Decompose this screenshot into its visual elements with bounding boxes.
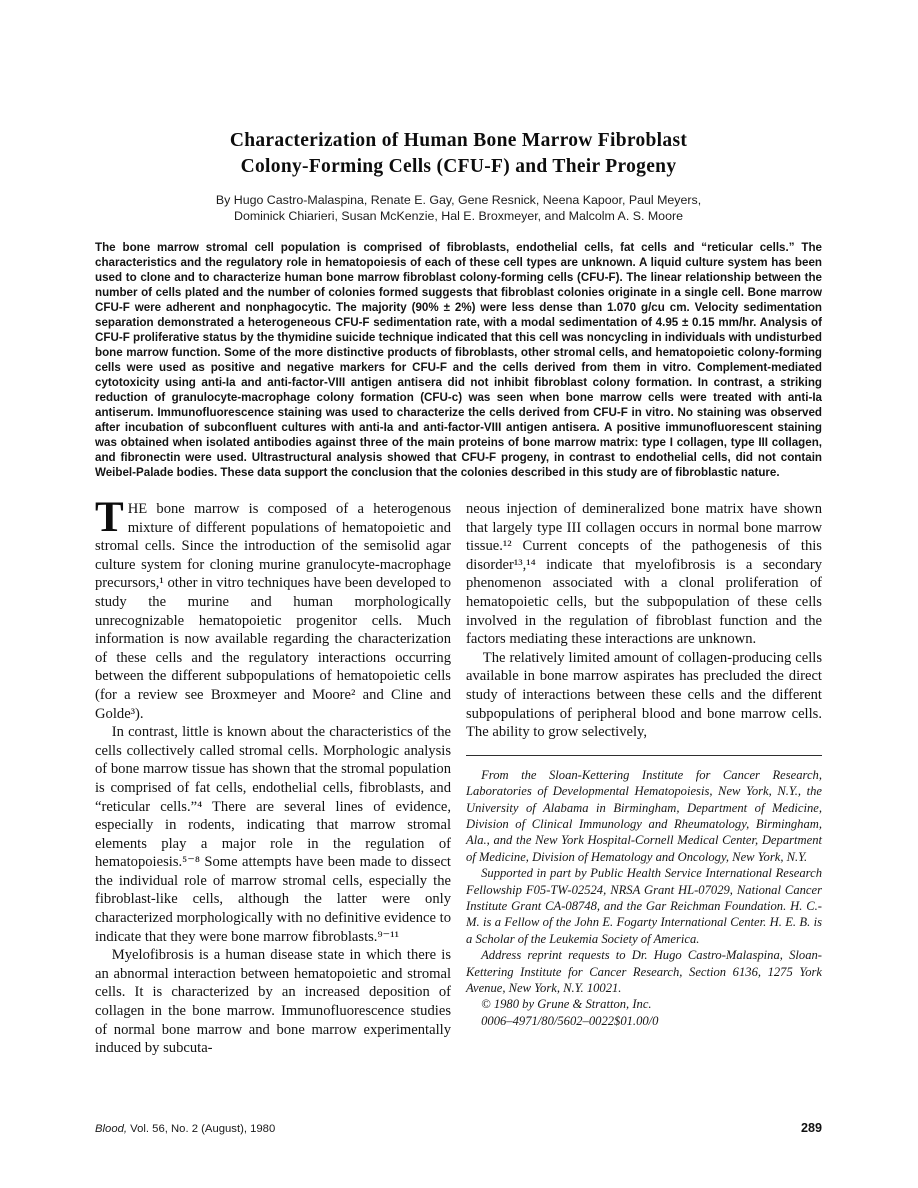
footnote-support: Supported in part by Public Health Service International Research Fellowship F05-TW-02524, NRSA Grant HL-07029, National Cancer Institute Grant CA-08748, and the Gar Reichman Foundation. H. C.-M. is a Fellow of the John E. Fogarty International Center. H. E. B. is a Scholar of the Leukemia Society of America. bbox=[466, 866, 822, 946]
left-column bbox=[95, 494, 451, 1058]
article-title-line2: Colony-Forming Cells (CFU-F) and Their Progeny bbox=[240, 156, 677, 177]
paragraph-intro-text: HE bone marrow is composed of a heterogenous mixture of different populations of hematopoietic and stromal cells. Since the introduction of the semisolid agar culture system for cloning murine granulocyte-macrophage precursors,¹ other in vitro techniques have been developed to study the murine and human morphologically unrecognizable hematopoietic progenitor cells. Much information is now available regarding the characterization of these cells and the regulatory interactions occurring between the different subpopulations of hematopoietic cells (for a review see Broxmeyer and Moore² and Cline and Golde³). bbox=[95, 501, 451, 722]
citation-text: Vol. 56, No. 2 (August), 1980 bbox=[127, 1123, 276, 1135]
page-content bbox=[95, 0, 822, 1058]
footnote-reprints: Address reprint requests to Dr. Hugo Castro-Malaspina, Sloan-Kettering Institute for Cancer Research, Section 6136, 1275 York Avenue, New York, N.Y. 10021. bbox=[466, 948, 822, 995]
paragraph-intro bbox=[95, 494, 451, 723]
footnote-issn-code: 0006–4971/80/5602–0022$01.00/0 bbox=[481, 1013, 659, 1028]
paragraph-collagen: neous injection of demineralized bone matrix have shown that largely type III collagen occurs in normal bone marrow tissue.¹² Current concepts of the pathogenesis of this disorder¹³,¹⁴ indicate that myelofibrosis is a secondary phenomenon associated with a clonal proliferation of hematopoietic cells, but the subpopulation of these cells involved in the regulation of fibroblast function and the factors mediating these interactions are unknown. bbox=[466, 501, 822, 648]
article-title-line1: Characterization of Human Bone Marrow Fibroblast bbox=[229, 130, 688, 151]
paragraph-limited-cells: The relatively limited amount of collagen-producing cells available in bone marrow aspirates has precluded the direct study of interactions between these cells and the different subpopulations of peripheral blood and bone marrow cells. The ability to grow selectively, bbox=[466, 649, 822, 741]
paragraph-myelofibrosis: Myelofibrosis is a human disease state in which there is an abnormal interaction between hematopoietic and stromal cells. It is characterized by an increased deposition of collagen in the bone marrow. Immunofluorescence studies of normal bone marrow and bone marrow experimentally induced by subcuta- bbox=[95, 947, 451, 1057]
paragraph-stromal-cells: In contrast, little is known about the characteristics of the cells collectively called stromal cells. Morphologic analysis of bone marrow tissue has shown that the stromal population is comprised of fat cells, endothelial cells, fibroblasts, and “reticular cells.”⁴ There are several lines of evidence, especially in rodents, indicating that marrow stromal elements play a major role in the regulation of hematopoiesis.⁵⁻⁸ Some attempts have been made to dissect the individual role of marrow stromal cells, especially the fibroblast-like cells, although the latter were only characterized morphologically with no definitive evidence to indicate that they were bone marrow fibroblasts.⁹⁻¹¹ bbox=[95, 724, 451, 945]
byline bbox=[95, 192, 822, 224]
footnote-block bbox=[466, 755, 822, 1030]
body-columns bbox=[95, 494, 822, 1058]
page-footer bbox=[95, 1121, 822, 1135]
right-column bbox=[466, 500, 822, 1058]
byline-line1: By Hugo Castro-Malaspina, Renate E. Gay, Gene Resnick, Neena Kapoor, Paul Meyers, bbox=[215, 193, 702, 207]
journal-citation bbox=[95, 1123, 275, 1135]
abstract: The bone marrow stromal cell population is comprised of fibroblasts, endothelial cells, fat cells and “reticular cells.” The characteristics and the regulatory role in hematopoiesis of each of these cell types are unknown. A liquid culture system has been used to clone and to characterize human bone marrow fibroblast colony-forming cells (CFU-F). The linear relationship between the number of cells plated and the number of colonies formed suggests that fibroblast colonies originate in a single cell. Bone marrow CFU-F were adherent and nonphagocytic. The majority (90% ± 2%) were less dense than 1.070 g/cu cm. Velocity sedimentation separation demonstrated a heterogeneous CFU-F sedimentation rate, with a modal sedimentation of 4.95 ± 0.15 mm/hr. Analysis of CFU-F proliferative status by the thymidine suicide technique indicated that this cell was noncycling in individuals with undisturbed bone marrow function. Some of the more distinctive products of fibroblasts, other stromal cells, and hematopoietic colony-forming cells were used as positive and negative markers for CFU-F and the cells derived from them in vitro. Complement-mediated cytotoxicity using anti-Ia and anti-factor-VIII antigen antisera did not inhibit fibroblast colony formation. In contrast, a striking reduction of granulocyte-macrophage colony formation (CFU-c) was seen when bone marrow cells were treated with anti-Ia antiserum. Immunofluorescence staining was used to characterize the cells derived from CFU-F in vitro. No staining was observed after incubation of subconfluent cultures with anti-Ia and anti-factor-VIII antigen antisera. A positive immunofluorescent staining was obtained when isolated antibodies against three of the main proteins of bone marrow matrix: type I collagen, type III collagen, and fibronectin were used. Ultrastructural analysis showed that CFU-F progeny, in contrast to endothelial cells, did not contain Weibel-Palade bodies. These data support the conclusion that the colonies described in this study are of fibroblastic nature. bbox=[95, 241, 822, 479]
byline-line2: Dominick Chiarieri, Susan McKenzie, Hal E. Broxmeyer, and Malcolm A. S. Moore bbox=[234, 209, 683, 223]
footnote-copyright: © 1980 by Grune & Stratton, Inc. bbox=[481, 997, 652, 1012]
footnote-affiliation: From the Sloan-Kettering Institute for Cancer Research, Laboratories of Developmental Hematopoiesis, New York, N.Y., the University of Alabama in Birmingham, Department of Medicine, Division of Clinical Immunology and Rheumatology, Birmingham, Ala., and the New York Hospital-Cornell Medical Center, Department of Medicine, Division of Hematology and Oncology, New York, N.Y. bbox=[466, 767, 822, 864]
dropcap-letter: T bbox=[95, 494, 124, 541]
article-title bbox=[95, 128, 822, 180]
journal-name: Blood, bbox=[95, 1123, 128, 1135]
page-number: 289 bbox=[800, 1121, 822, 1135]
